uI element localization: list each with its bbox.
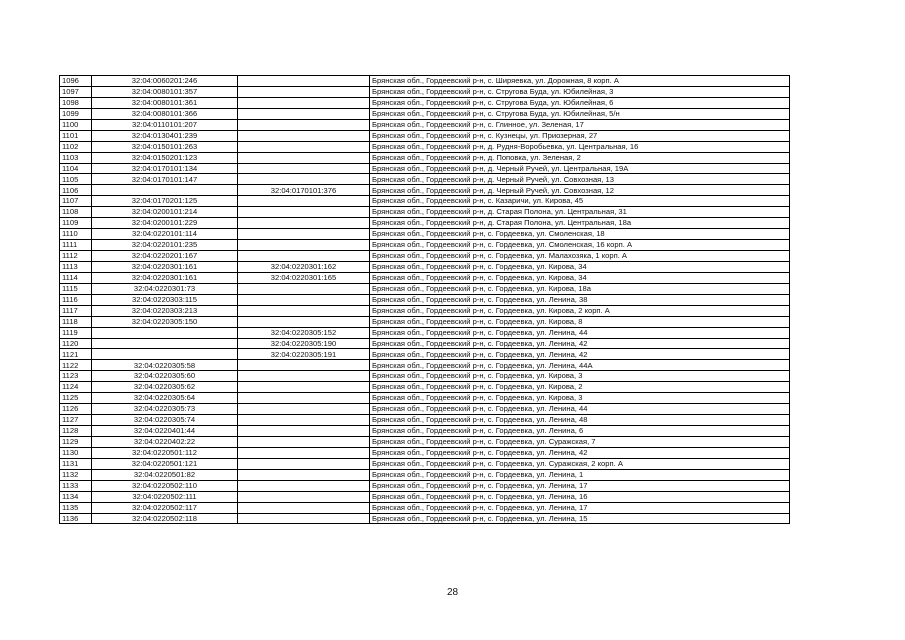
- row-number-cell: 1128: [60, 426, 92, 437]
- linked-cadastral-number-cell: [238, 218, 370, 229]
- linked-cadastral-number-cell: [238, 360, 370, 371]
- linked-cadastral-number-cell: [238, 393, 370, 404]
- table-row: [60, 491, 790, 502]
- cadastral-number-cell: 32:04:0220305:74: [92, 415, 238, 426]
- table-row: [60, 305, 790, 316]
- cadastral-number-cell: 32:04:0220402:22: [92, 436, 238, 447]
- table-row: [60, 458, 790, 469]
- address-cell: Брянская обл., Гордеевский р-н, с. Гордеевка, ул. Кирова, 34: [370, 261, 790, 272]
- address-cell: Брянская обл., Гордеевский р-н, с. Гордеевка, ул. Кирова, 2: [370, 382, 790, 393]
- linked-cadastral-number-cell: [238, 130, 370, 141]
- address-cell: Брянская обл., Гордеевский р-н, д. Черный Ручей, ул. Совхозная, 12: [370, 185, 790, 196]
- cadastral-number-cell: 32:04:0170201:125: [92, 196, 238, 207]
- linked-cadastral-number-cell: [238, 163, 370, 174]
- linked-cadastral-number-cell: [238, 447, 370, 458]
- address-cell: Брянская обл., Гордеевский р-н, с. Гордеевка, ул. Ленина, 1: [370, 469, 790, 480]
- cadastral-number-cell: 32:04:0220501:112: [92, 447, 238, 458]
- row-number-cell: 1109: [60, 218, 92, 229]
- cadastral-number-cell: 32:04:0220101:235: [92, 240, 238, 251]
- row-number-cell: 1121: [60, 349, 92, 360]
- table-row: [60, 240, 790, 251]
- registry-table: [59, 75, 790, 524]
- linked-cadastral-number-cell: [238, 141, 370, 152]
- address-cell: Брянская обл., Гордеевский р-н, с. Гордеевка, ул. Кирова, 3: [370, 393, 790, 404]
- linked-cadastral-number-cell: [238, 426, 370, 437]
- address-cell: Брянская обл., Гордеевский р-н, с. Гордеевка, ул. Суражская, 2 корп. А: [370, 458, 790, 469]
- row-number-cell: 1104: [60, 163, 92, 174]
- row-number-cell: 1096: [60, 76, 92, 87]
- cadastral-number-cell: 32:04:0170101:147: [92, 174, 238, 185]
- table-row: [60, 207, 790, 218]
- table-row: [60, 272, 790, 283]
- address-cell: Брянская обл., Гордеевский р-н, д. Старая Полона, ул. Центральная, 31: [370, 207, 790, 218]
- cadastral-number-cell: 32:04:0080101:357: [92, 86, 238, 97]
- linked-cadastral-number-cell: [238, 97, 370, 108]
- table-row: [60, 469, 790, 480]
- row-number-cell: 1102: [60, 141, 92, 152]
- row-number-cell: 1120: [60, 338, 92, 349]
- row-number-cell: 1135: [60, 502, 92, 513]
- table-row: [60, 415, 790, 426]
- row-number-cell: 1134: [60, 491, 92, 502]
- table-row: [60, 382, 790, 393]
- address-cell: Брянская обл., Гордеевский р-н, с. Гордеевка, ул. Смоленская, 18: [370, 229, 790, 240]
- linked-cadastral-number-cell: [238, 229, 370, 240]
- row-number-cell: 1098: [60, 97, 92, 108]
- cadastral-number-cell: [92, 349, 238, 360]
- cadastral-number-cell: 32:04:0220502:110: [92, 480, 238, 491]
- address-cell: Брянская обл., Гордеевский р-н, с. Гордеевка, ул. Смоленская, 16 корп. А: [370, 240, 790, 251]
- table-row: [60, 480, 790, 491]
- row-number-cell: 1131: [60, 458, 92, 469]
- row-number-cell: 1112: [60, 251, 92, 262]
- cadastral-number-cell: 32:04:0220301:161: [92, 261, 238, 272]
- table-row: [60, 86, 790, 97]
- table-row: [60, 141, 790, 152]
- table-row: [60, 97, 790, 108]
- row-number-cell: 1123: [60, 371, 92, 382]
- row-number-cell: 1116: [60, 294, 92, 305]
- table-row: [60, 185, 790, 196]
- page-number: 28: [446, 587, 459, 598]
- linked-cadastral-number-cell: [238, 240, 370, 251]
- linked-cadastral-number-cell: [238, 382, 370, 393]
- linked-cadastral-number-cell: 32:04:0220301:165: [238, 272, 370, 283]
- address-cell: Брянская обл., Гордеевский р-н, д. Черный Ручей, ул. Совхозная, 13: [370, 174, 790, 185]
- address-cell: Брянская обл., Гордеевский р-н, с. Гордеевка, ул. Ленина, 42: [370, 338, 790, 349]
- linked-cadastral-number-cell: [238, 251, 370, 262]
- row-number-cell: 1097: [60, 86, 92, 97]
- cadastral-number-cell: 32:04:0220201:167: [92, 251, 238, 262]
- table-row: [60, 513, 790, 524]
- row-number-cell: 1124: [60, 382, 92, 393]
- linked-cadastral-number-cell: [238, 76, 370, 87]
- table-row: [60, 426, 790, 437]
- linked-cadastral-number-cell: [238, 513, 370, 524]
- cadastral-number-cell: 32:04:0220303:213: [92, 305, 238, 316]
- linked-cadastral-number-cell: 32:04:0220301:162: [238, 261, 370, 272]
- address-cell: Брянская обл., Гордеевский р-н, д. Поповка, ул. Зеленая, 2: [370, 152, 790, 163]
- row-number-cell: 1113: [60, 261, 92, 272]
- row-number-cell: 1108: [60, 207, 92, 218]
- address-cell: Брянская обл., Гордеевский р-н, с. Стругова Буда, ул. Юбилейная, 6: [370, 97, 790, 108]
- address-cell: Брянская обл., Гордеевский р-н, с. Гордеевка, ул. Ленина, 38: [370, 294, 790, 305]
- cadastral-number-cell: 32:04:0220303:115: [92, 294, 238, 305]
- linked-cadastral-number-cell: [238, 294, 370, 305]
- linked-cadastral-number-cell: 32:04:0220305:191: [238, 349, 370, 360]
- linked-cadastral-number-cell: [238, 502, 370, 513]
- table-row: [60, 447, 790, 458]
- cadastral-number-cell: 32:04:0220502:111: [92, 491, 238, 502]
- row-number-cell: 1114: [60, 272, 92, 283]
- row-number-cell: 1127: [60, 415, 92, 426]
- linked-cadastral-number-cell: 32:04:0170101:376: [238, 185, 370, 196]
- cadastral-number-cell: 32:04:0220305:58: [92, 360, 238, 371]
- table-row: [60, 502, 790, 513]
- cadastral-number-cell: 32:04:0080101:366: [92, 108, 238, 119]
- cadastral-number-cell: 32:04:0150101:263: [92, 141, 238, 152]
- address-cell: Брянская обл., Гордеевский р-н, с. Казаричи, ул. Кирова, 45: [370, 196, 790, 207]
- linked-cadastral-number-cell: [238, 415, 370, 426]
- row-number-cell: 1110: [60, 229, 92, 240]
- row-number-cell: 1122: [60, 360, 92, 371]
- address-cell: Брянская обл., Гордеевский р-н, с. Гордеевка, ул. Кирова, 18а: [370, 283, 790, 294]
- address-cell: Брянская обл., Гордеевский р-н, с. Гордеевка, ул. Ленина, 16: [370, 491, 790, 502]
- address-cell: Брянская обл., Гордеевский р-н, с. Гордеевка, ул. Кирова, 3: [370, 371, 790, 382]
- table-row: [60, 349, 790, 360]
- address-cell: Брянская обл., Гордеевский р-н, д. Рудня-Воробьевка, ул. Центральная, 16: [370, 141, 790, 152]
- row-number-cell: 1136: [60, 513, 92, 524]
- linked-cadastral-number-cell: [238, 491, 370, 502]
- cadastral-number-cell: [92, 185, 238, 196]
- address-cell: Брянская обл., Гордеевский р-н, с. Гордеевка, ул. Ленина, 44: [370, 327, 790, 338]
- cadastral-number-cell: 32:04:0220305:73: [92, 404, 238, 415]
- table-row: [60, 196, 790, 207]
- linked-cadastral-number-cell: [238, 316, 370, 327]
- address-cell: Брянская обл., Гордеевский р-н, с. Гордеевка, ул. Кирова, 34: [370, 272, 790, 283]
- row-number-cell: 1100: [60, 119, 92, 130]
- row-number-cell: 1125: [60, 393, 92, 404]
- address-cell: Брянская обл., Гордеевский р-н, с. Гордеевка, ул. Малахозяка, 1 корп. А: [370, 251, 790, 262]
- row-number-cell: 1133: [60, 480, 92, 491]
- registry-table-body: [60, 76, 790, 524]
- linked-cadastral-number-cell: [238, 207, 370, 218]
- linked-cadastral-number-cell: [238, 283, 370, 294]
- linked-cadastral-number-cell: [238, 436, 370, 447]
- row-number-cell: 1117: [60, 305, 92, 316]
- address-cell: Брянская обл., Гордеевский р-н, с. Гордеевка, ул. Ленина, 6: [370, 426, 790, 437]
- cadastral-number-cell: 32:04:0130401:239: [92, 130, 238, 141]
- table-row: [60, 261, 790, 272]
- table-row: [60, 76, 790, 87]
- linked-cadastral-number-cell: [238, 305, 370, 316]
- linked-cadastral-number-cell: [238, 108, 370, 119]
- table-row: [60, 218, 790, 229]
- address-cell: Брянская обл., Гордеевский р-н, с. Гордеевка, ул. Ленина, 42: [370, 349, 790, 360]
- cadastral-number-cell: 32:04:0220301:161: [92, 272, 238, 283]
- table-row: [60, 130, 790, 141]
- linked-cadastral-number-cell: [238, 86, 370, 97]
- cadastral-number-cell: 32:04:0200101:229: [92, 218, 238, 229]
- cadastral-number-cell: 32:04:0220305:62: [92, 382, 238, 393]
- address-cell: Брянская обл., Гордеевский р-н, с. Гордеевка, ул. Ленина, 44А: [370, 360, 790, 371]
- row-number-cell: 1130: [60, 447, 92, 458]
- row-number-cell: 1129: [60, 436, 92, 447]
- cadastral-number-cell: 32:04:0170101:134: [92, 163, 238, 174]
- address-cell: Брянская обл., Гордеевский р-н, д. Старая Полона, ул. Центральная, 18а: [370, 218, 790, 229]
- address-cell: Брянская обл., Гордеевский р-н, с. Ширяевка, ул. Дорожная, 8 корп. А: [370, 76, 790, 87]
- row-number-cell: 1107: [60, 196, 92, 207]
- address-cell: Брянская обл., Гордеевский р-н, с. Гордеевка, ул. Ленина, 17: [370, 502, 790, 513]
- table-row: [60, 108, 790, 119]
- table-row: [60, 229, 790, 240]
- cadastral-number-cell: 32:04:0220101:114: [92, 229, 238, 240]
- address-cell: Брянская обл., Гордеевский р-н, с. Кузнецы, ул. Приозерная, 27: [370, 130, 790, 141]
- table-row: [60, 283, 790, 294]
- table-row: [60, 371, 790, 382]
- table-row: [60, 174, 790, 185]
- linked-cadastral-number-cell: [238, 119, 370, 130]
- cadastral-number-cell: 32:04:0220401:44: [92, 426, 238, 437]
- row-number-cell: 1111: [60, 240, 92, 251]
- cadastral-number-cell: 32:04:0110101:207: [92, 119, 238, 130]
- row-number-cell: 1106: [60, 185, 92, 196]
- row-number-cell: 1132: [60, 469, 92, 480]
- linked-cadastral-number-cell: [238, 174, 370, 185]
- address-cell: Брянская обл., Гордеевский р-н, с. Гордеевка, ул. Суражская, 7: [370, 436, 790, 447]
- table-row: [60, 316, 790, 327]
- table-row: [60, 152, 790, 163]
- cadastral-number-cell: 32:04:0220502:117: [92, 502, 238, 513]
- address-cell: Брянская обл., Гордеевский р-н, с. Гордеевка, ул. Ленина, 42: [370, 447, 790, 458]
- table-row: [60, 294, 790, 305]
- linked-cadastral-number-cell: [238, 469, 370, 480]
- row-number-cell: 1126: [60, 404, 92, 415]
- cadastral-number-cell: 32:04:0060201:246: [92, 76, 238, 87]
- table-row: [60, 327, 790, 338]
- address-cell: Брянская обл., Гордеевский р-н, с. Гордеевка, ул. Кирова, 2 корп. А: [370, 305, 790, 316]
- row-number-cell: 1119: [60, 327, 92, 338]
- table-row: [60, 393, 790, 404]
- address-cell: Брянская обл., Гордеевский р-н, с. Гордеевка, ул. Ленина, 44: [370, 404, 790, 415]
- cadastral-number-cell: [92, 338, 238, 349]
- linked-cadastral-number-cell: [238, 371, 370, 382]
- table-row: [60, 251, 790, 262]
- cadastral-number-cell: 32:04:0220501:82: [92, 469, 238, 480]
- row-number-cell: 1103: [60, 152, 92, 163]
- table-row: [60, 163, 790, 174]
- address-cell: Брянская обл., Гордеевский р-н, с. Гордеевка, ул. Ленина, 48: [370, 415, 790, 426]
- cadastral-number-cell: 32:04:0220501:121: [92, 458, 238, 469]
- linked-cadastral-number-cell: [238, 196, 370, 207]
- table-row: [60, 338, 790, 349]
- address-cell: Брянская обл., Гордеевский р-н, с. Гордеевка, ул. Ленина, 15: [370, 513, 790, 524]
- table-row: [60, 360, 790, 371]
- table-row: [60, 436, 790, 447]
- row-number-cell: 1099: [60, 108, 92, 119]
- address-cell: Брянская обл., Гордеевский р-н, с. Стругова Буда, ул. Юбилейная, 3: [370, 86, 790, 97]
- address-cell: Брянская обл., Гордеевский р-н, с. Гордеевка, ул. Ленина, 17: [370, 480, 790, 491]
- linked-cadastral-number-cell: [238, 458, 370, 469]
- linked-cadastral-number-cell: [238, 404, 370, 415]
- cadastral-number-cell: 32:04:0200101:214: [92, 207, 238, 218]
- cadastral-number-cell: 32:04:0220301:73: [92, 283, 238, 294]
- cadastral-number-cell: 32:04:0220305:60: [92, 371, 238, 382]
- row-number-cell: 1115: [60, 283, 92, 294]
- address-cell: Брянская обл., Гордеевский р-н, с. Глинное, ул. Зеленая, 17: [370, 119, 790, 130]
- row-number-cell: 1118: [60, 316, 92, 327]
- row-number-cell: 1105: [60, 174, 92, 185]
- address-cell: Брянская обл., Гордеевский р-н, с. Гордеевка, ул. Кирова, 8: [370, 316, 790, 327]
- address-cell: Брянская обл., Гордеевский р-н, с. Стругова Буда, ул. Юбилейная, 5/н: [370, 108, 790, 119]
- linked-cadastral-number-cell: 32:04:0220305:152: [238, 327, 370, 338]
- linked-cadastral-number-cell: 32:04:0220305:190: [238, 338, 370, 349]
- cadastral-number-cell: 32:04:0220502:118: [92, 513, 238, 524]
- cadastral-number-cell: 32:04:0220305:150: [92, 316, 238, 327]
- cadastral-number-cell: 32:04:0080101:361: [92, 97, 238, 108]
- cadastral-number-cell: 32:04:0220305:64: [92, 393, 238, 404]
- cadastral-number-cell: [92, 327, 238, 338]
- table-row: [60, 119, 790, 130]
- cadastral-number-cell: 32:04:0150201:123: [92, 152, 238, 163]
- table-row: [60, 404, 790, 415]
- linked-cadastral-number-cell: [238, 152, 370, 163]
- address-cell: Брянская обл., Гордеевский р-н, д. Черный Ручей, ул. Центральная, 19А: [370, 163, 790, 174]
- row-number-cell: 1101: [60, 130, 92, 141]
- linked-cadastral-number-cell: [238, 480, 370, 491]
